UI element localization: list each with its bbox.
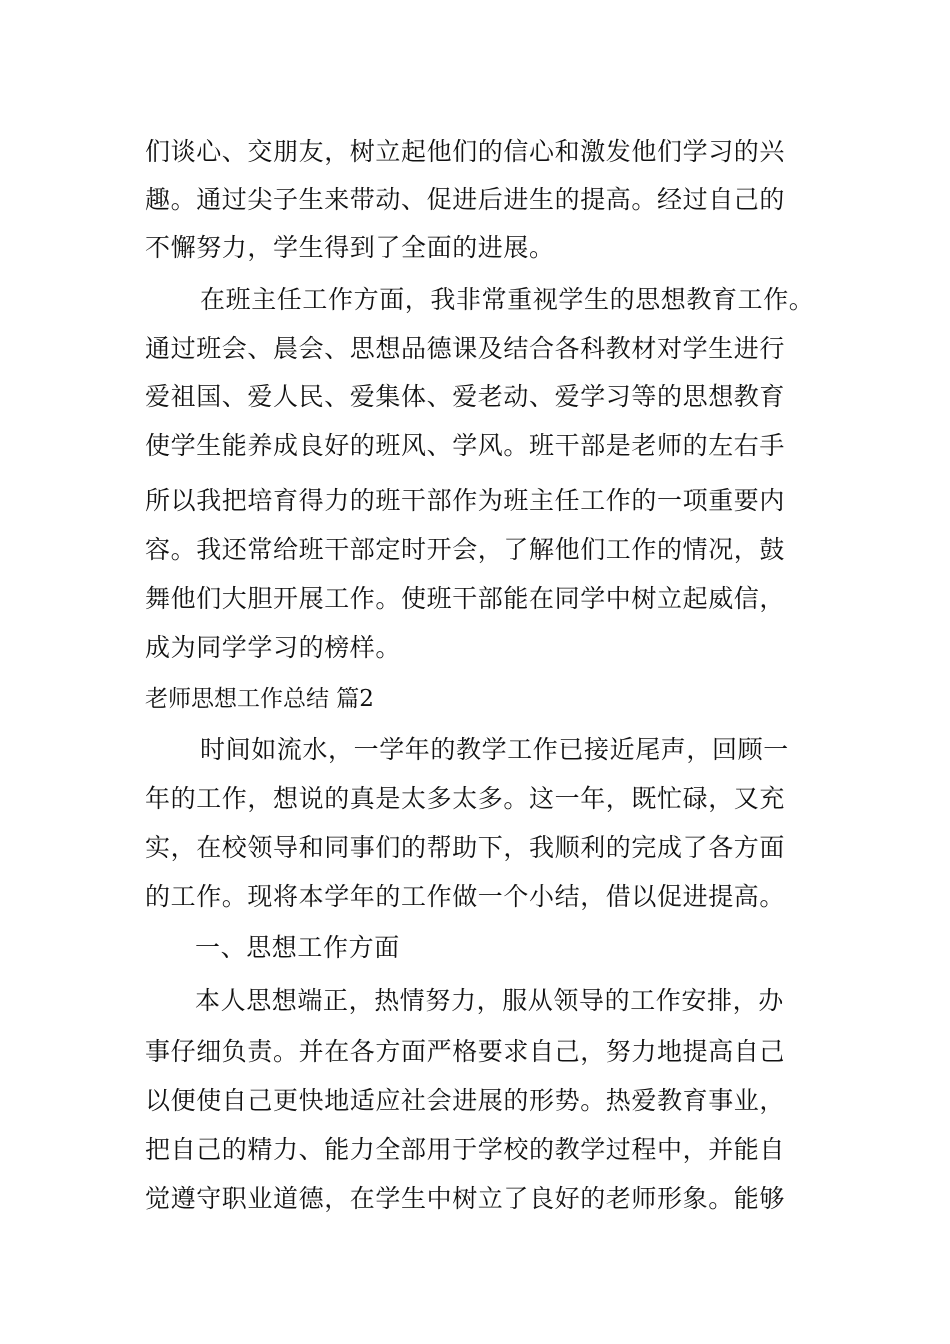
paragraph-line: 使学生能养成良好的班风、学风。班干部是老师的左右手 bbox=[145, 431, 786, 460]
subsection-heading: 一、思想工作方面 bbox=[195, 933, 400, 962]
paragraph-line: 年的工作，想说的真是太多太多。这一年，既忙碌，又充 bbox=[145, 784, 786, 813]
paragraph-line: 在班主任工作方面，我非常重视学生的思想教育工作。 bbox=[200, 285, 815, 314]
paragraph-line: 实，在校领导和同事们的帮助下，我顺利的完成了各方面 bbox=[145, 833, 786, 862]
paragraph-line: 本人思想端正，热情努力，服从领导的工作安排，办 bbox=[195, 986, 784, 1015]
paragraph-line: 容。我还常给班干部定时开会，了解他们工作的情况，鼓 bbox=[145, 535, 786, 564]
paragraph-line: 时间如流水，一学年的教学工作已接近尾声，回顾一 bbox=[200, 735, 789, 764]
paragraph-line: 觉遵守职业道德，在学生中树立了良好的老师形象。能够 bbox=[145, 1184, 786, 1213]
paragraph-line: 趣。通过尖子生来带动、促进后进生的提高。经过自己的 bbox=[145, 185, 786, 214]
paragraph-line: 爱祖国、爱人民、爱集体、爱老动、爱学习等的思想教育 bbox=[145, 382, 786, 411]
paragraph-line: 的工作。现将本学年的工作做一个小结，借以促进提高。 bbox=[145, 882, 786, 911]
paragraph-line: 舞他们大胆开展工作。使班干部能在同学中树立起威信， bbox=[145, 584, 786, 613]
paragraph-line: 成为同学学习的榜样。 bbox=[145, 633, 402, 662]
paragraph-line: 所以我把培育得力的班干部作为班主任工作的一项重要内 bbox=[145, 486, 786, 515]
paragraph-line: 不懈努力，学生得到了全面的进展。 bbox=[145, 233, 555, 262]
paragraph-line: 把自己的精力、能力全部用于学校的教学过程中，并能自 bbox=[145, 1135, 786, 1164]
section-heading: 老师思想工作总结 篇2 bbox=[145, 686, 374, 712]
paragraph-line: 通过班会、晨会、思想品德课及结合各科教材对学生进行 bbox=[145, 334, 786, 363]
paragraph-line: 事仔细负责。并在各方面严格要求自己，努力地提高自己 bbox=[145, 1037, 786, 1066]
paragraph-line: 们谈心、交朋友，树立起他们的信心和激发他们学习的兴 bbox=[145, 137, 786, 166]
paragraph-line: 以便使自己更快地适应社会进展的形势。热爱教育事业， bbox=[145, 1086, 786, 1115]
